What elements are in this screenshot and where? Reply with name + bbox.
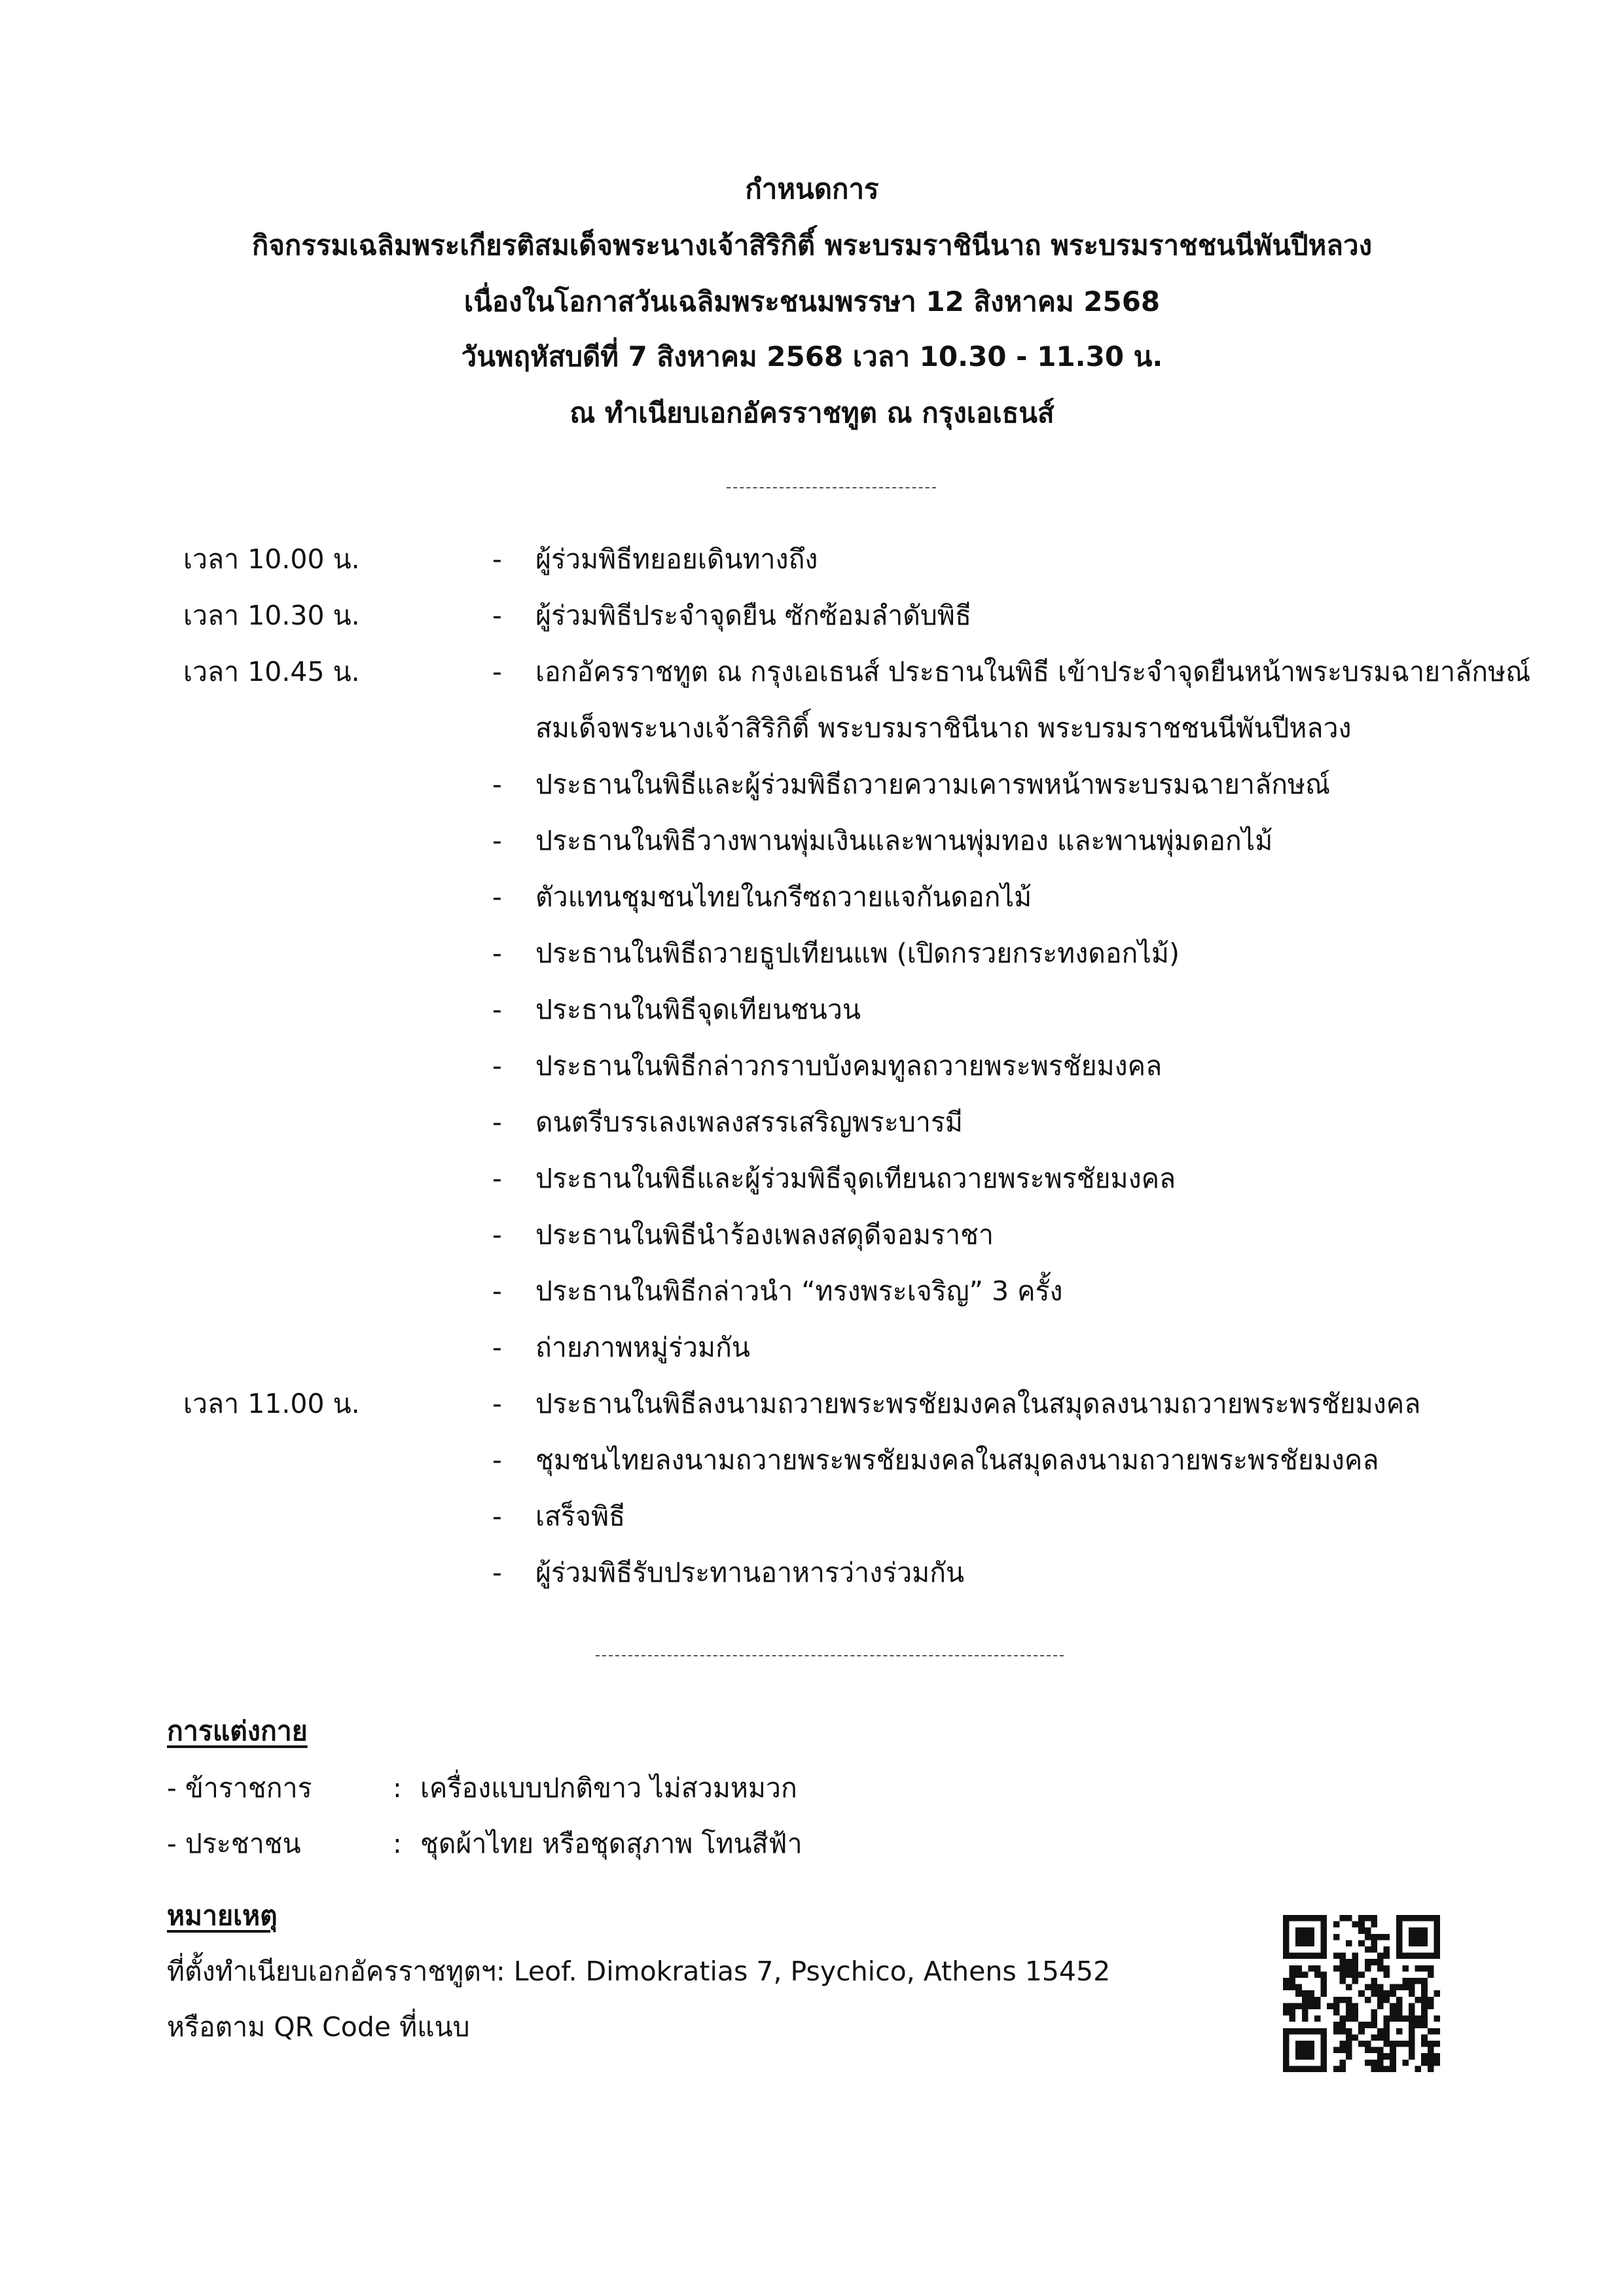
dress-attire-civil-servant: เครื่องแบบปกติขาว ไม่สวมหมวก bbox=[420, 1772, 797, 1804]
schedule-description: ประธานในพิธีและผู้ร่วมพิธีจุดเทียนถวายพระพรชัยมงคล bbox=[535, 1163, 1176, 1194]
bullet-dash: - bbox=[492, 543, 502, 575]
page-title: กำหนดการ bbox=[745, 173, 879, 205]
header-divider bbox=[727, 487, 936, 488]
schedule-time: เวลา 10.45 น. bbox=[183, 656, 360, 687]
schedule-description: ผู้ร่วมพิธีรับประทานอาหารว่างร่วมกัน bbox=[535, 1557, 965, 1588]
bullet-dash: - bbox=[492, 1219, 502, 1250]
schedule-description: ผู้ร่วมพิธีประจำจุดยืน ซักซ้อมลำดับพิธี bbox=[535, 600, 971, 631]
schedule-description: ประธานในพิธีกล่าวนำ “ทรงพระเจริญ” 3 ครั้ง bbox=[535, 1275, 1063, 1307]
bullet-dash: - bbox=[492, 1106, 502, 1138]
schedule-description: สมเด็จพระนางเจ้าสิริกิติ์ พระบรมราชินีนาถ พระบรมราชชนนีพันปีหลวง bbox=[535, 712, 1352, 744]
qr-instruction: หรือตาม QR Code ที่แนบ bbox=[167, 2011, 470, 2043]
schedule-description: ประธานในพิธีลงนามถวายพระพรชัยมงคลในสมุดลงนามถวายพระพรชัยมงคล bbox=[535, 1388, 1421, 1419]
dress-colon: : bbox=[393, 1772, 402, 1804]
schedule-description: เสร็จพิธี bbox=[535, 1501, 626, 1532]
schedule-time: เวลา 11.00 น. bbox=[183, 1388, 360, 1419]
bullet-dash: - bbox=[492, 938, 502, 969]
event-title: กิจกรรมเฉลิมพระเกียรติสมเด็จพระนางเจ้าสิริกิติ์ พระบรมราชินีนาถ พระบรมราชชนนีพันปีหลวง bbox=[251, 229, 1373, 261]
bullet-dash: - bbox=[492, 1050, 502, 1082]
qr-code-icon[interactable] bbox=[1283, 1915, 1440, 2072]
dress-colon: : bbox=[393, 1828, 402, 1859]
bullet-dash: - bbox=[492, 825, 502, 856]
dress-attire-public: ชุดผ้าไทย หรือชุดสุภาพ โทนสีฟ้า bbox=[420, 1828, 803, 1859]
schedule-description: เอกอัครราชทูต ณ กรุงเอเธนส์ ประธานในพิธี เข้าประจำจุดยืนหน้าพระบรมฉายาลักษณ์ bbox=[535, 656, 1531, 687]
bullet-dash: - bbox=[492, 1275, 502, 1307]
schedule-description: ดนตรีบรรเลงเพลงสรรเสริญพระบารมี bbox=[535, 1106, 963, 1138]
schedule-description: ผู้ร่วมพิธีทยอยเดินทางถึง bbox=[535, 543, 818, 575]
bullet-dash: - bbox=[492, 1557, 502, 1588]
dress-who-civil-servant: - ข้าราชการ bbox=[167, 1772, 312, 1804]
schedule-description: ประธานในพิธีกล่าวกราบบังคมทูลถวายพระพรชัยมงคล bbox=[535, 1050, 1163, 1082]
bullet-dash: - bbox=[492, 1444, 502, 1476]
bullet-dash: - bbox=[492, 1388, 502, 1419]
note-title: หมายเหตุ bbox=[167, 1900, 278, 1931]
schedule-time: เวลา 10.00 น. bbox=[183, 543, 360, 575]
dress-who-public: - ประชาชน bbox=[167, 1828, 301, 1859]
bullet-dash: - bbox=[492, 994, 502, 1025]
venue-line: ณ ทำเนียบเอกอัครราชทูต ณ กรุงเอเธนส์ bbox=[569, 397, 1055, 429]
bullet-dash: - bbox=[492, 656, 502, 687]
date-time-line: วันพฤหัสบดีที่ 7 สิงหาคม 2568 เวลา 10.30 - 11.30 น. bbox=[461, 340, 1163, 373]
dress-code-title: การแต่งกาย bbox=[167, 1715, 308, 1747]
schedule-description: ถ่ายภาพหมู่ร่วมกัน bbox=[535, 1332, 750, 1363]
bullet-dash: - bbox=[492, 1501, 502, 1532]
schedule-description: ประธานในพิธีถวายธูปเทียนแพ (เปิดกรวยกระทงดอกไม้) bbox=[535, 938, 1180, 969]
schedule-description: ประธานในพิธีและผู้ร่วมพิธีถวายความเคารพหน้าพระบรมฉายาลักษณ์ bbox=[535, 769, 1331, 800]
schedule-time: เวลา 10.30 น. bbox=[183, 600, 360, 631]
bullet-dash: - bbox=[492, 1332, 502, 1363]
schedule-description: ประธานในพิธีนำร้องเพลงสดุดีจอมราชา bbox=[535, 1219, 994, 1250]
schedule-description: ตัวแทนชุมชนไทยในกรีซถวายแจกันดอกไม้ bbox=[535, 881, 1032, 913]
bullet-dash: - bbox=[492, 1163, 502, 1194]
occasion-line: เนื่องในโอกาสวันเฉลิมพระชนมพรรษา 12 สิงหาคม 2568 bbox=[463, 285, 1161, 318]
schedule-divider bbox=[596, 1655, 1064, 1656]
bullet-dash: - bbox=[492, 769, 502, 800]
schedule-description: ชุมชนไทยลงนามถวายพระพรชัยมงคลในสมุดลงนามถวายพระพรชัยมงคล bbox=[535, 1444, 1379, 1476]
bullet-dash: - bbox=[492, 881, 502, 913]
schedule-description: ประธานในพิธีวางพานพุ่มเงินและพานพุ่มทอง และพานพุ่มดอกไม้ bbox=[535, 825, 1273, 856]
address-line: ที่ตั้งทำเนียบเอกอัครราชทูตฯ: Leof. Dimokratias 7, Psychico, Athens 15452 bbox=[167, 1956, 1111, 1987]
schedule-description: ประธานในพิธีจุดเทียนชนวน bbox=[535, 994, 861, 1025]
bullet-dash: - bbox=[492, 600, 502, 631]
